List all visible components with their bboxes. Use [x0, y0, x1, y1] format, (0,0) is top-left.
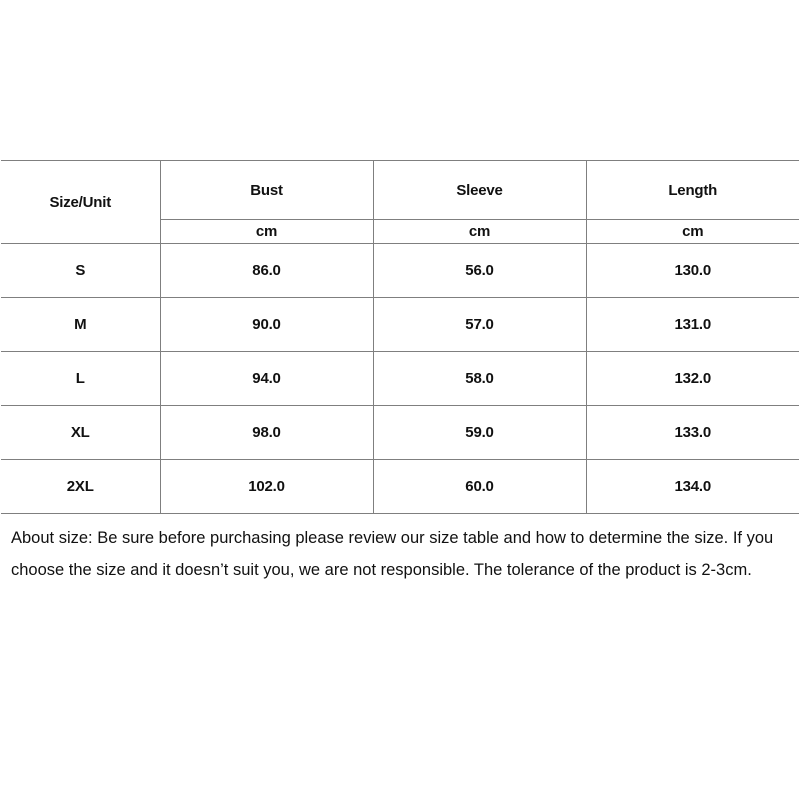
size-unit-header: Size/Unit: [1, 161, 160, 244]
bust-value: 98.0: [160, 406, 373, 460]
table-row: [1, 406, 799, 460]
size-label: M: [1, 298, 160, 352]
bust-value: 90.0: [160, 298, 373, 352]
sleeve-value: 57.0: [373, 298, 586, 352]
bust-value: 86.0: [160, 244, 373, 298]
table-row: [1, 460, 799, 514]
column-header-length: Length: [586, 161, 799, 220]
length-value: 134.0: [586, 460, 799, 514]
bust-value: 102.0: [160, 460, 373, 514]
sleeve-value: 60.0: [373, 460, 586, 514]
table-row: [1, 352, 799, 406]
bust-value: 94.0: [160, 352, 373, 406]
size-label: L: [1, 352, 160, 406]
table-row: [1, 298, 799, 352]
size-label: 2XL: [1, 460, 160, 514]
table-row: [1, 244, 799, 298]
length-value: 133.0: [586, 406, 799, 460]
size-disclaimer-note: About size: Be sure before purchasing please review our size table and how to determine the size. If you choose the size and it doesn’t suit you, we are not responsible. The tolerance of the product is 2-3cm.: [11, 529, 774, 579]
length-value: 130.0: [586, 244, 799, 298]
unit-sleeve: cm: [373, 220, 586, 244]
size-label: S: [1, 244, 160, 298]
sleeve-value: 58.0: [373, 352, 586, 406]
size-table: [1, 160, 799, 514]
size-table-body: [1, 161, 799, 514]
length-value: 132.0: [586, 352, 799, 406]
column-header-bust: Bust: [160, 161, 373, 220]
size-label: XL: [1, 406, 160, 460]
column-header-sleeve: Sleeve: [373, 161, 586, 220]
unit-length: cm: [586, 220, 799, 244]
table-header-row: [1, 161, 799, 220]
sleeve-value: 59.0: [373, 406, 586, 460]
length-value: 131.0: [586, 298, 799, 352]
sleeve-value: 56.0: [373, 244, 586, 298]
unit-bust: cm: [160, 220, 373, 244]
